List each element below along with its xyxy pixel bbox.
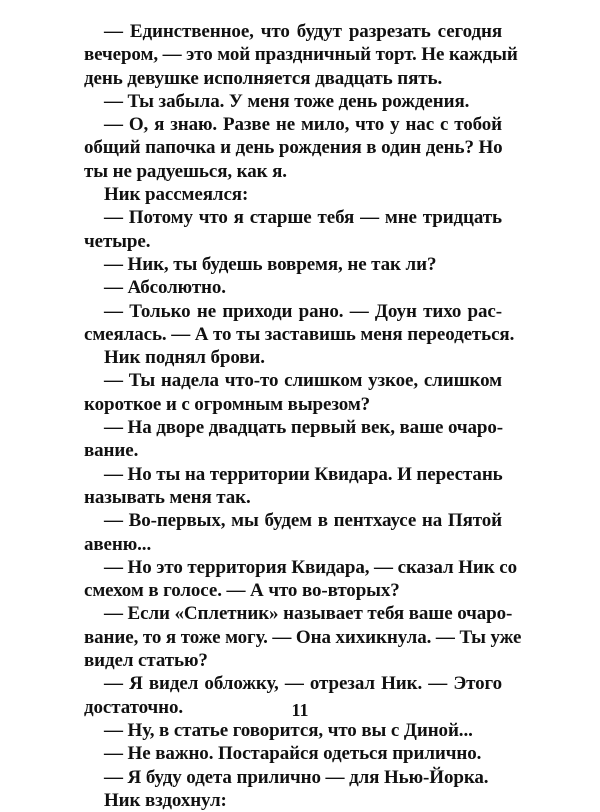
text-line: достаточно.	[84, 696, 184, 718]
text-line: — О, я знаю. Разве не мило, что у нас с тобой	[104, 114, 502, 136]
text-line: Ник поднял брови.	[104, 347, 265, 369]
text-line: называть меня так.	[84, 486, 251, 508]
text-line: авеню...	[84, 533, 152, 555]
text-line: — Но ты на территории Квидара. И перестань	[104, 463, 503, 485]
text-line: — Только не приходи рано. — Доун тихо рас-	[104, 300, 502, 322]
text-line: — Ну, в статье говорится, что вы с Диной...	[104, 719, 473, 741]
text-line: — Я буду одета прилично — для Нью-Йорка.	[104, 766, 489, 788]
text-line: видел статью?	[84, 650, 208, 672]
text-line: четыре.	[84, 230, 151, 252]
text-line: вечером, — это мой праздничный торт. Не каждый	[84, 44, 518, 66]
text-line: — Единственное, что будут разрезать сегодня	[104, 21, 502, 42]
text-line: Ник вздохнул:	[104, 789, 227, 811]
text-line: общий папочка и день рождения в один день? Но	[84, 137, 503, 159]
text-line: — Если «Сплетник» называет тебя ваше очаро-	[104, 603, 513, 625]
text-line: — Во-первых, мы будем в пентхаусе на Пятой	[104, 510, 502, 532]
text-line: — Но это территория Квидара, — сказал Ник со	[104, 556, 517, 578]
page-number: 11	[291, 700, 309, 720]
text-line: вание, то я тоже могу. — Она хихикнула. — Ты уже	[84, 626, 522, 648]
text-line: смехом в голосе. — А что во-вторых?	[84, 580, 400, 602]
text-line: короткое и с огромным вырезом?	[84, 393, 371, 415]
text-line: — Ник, ты будешь вовремя, не так ли?	[104, 253, 437, 275]
text-line: ты не радуешься, как я.	[84, 160, 287, 182]
text-line: — Ты забыла. У меня тоже день рождения.	[104, 90, 470, 112]
text-line: — На дворе двадцать первый век, ваше очаро-	[104, 417, 504, 439]
text-line: — Я видел обложку, — отрезал Ник. — Этого	[104, 673, 502, 695]
text-line: — Ты надела что-то слишком узкое, слишком	[104, 370, 502, 392]
page-text	[84, 20, 522, 812]
text-line: — Абсолютно.	[104, 277, 226, 299]
text-line: — Не важно. Постарайся одеться прилично.	[104, 743, 482, 765]
text-line: Ник рассмеялся:	[104, 184, 249, 206]
text-line: день девушке исполняется двадцать пять.	[84, 67, 443, 89]
text-line: смеялась. — А то ты заставишь меня переодеться.	[84, 323, 515, 345]
text-line: — Потому что я старше тебя — мне тридцать	[104, 207, 502, 229]
text-line: вание.	[84, 440, 139, 462]
